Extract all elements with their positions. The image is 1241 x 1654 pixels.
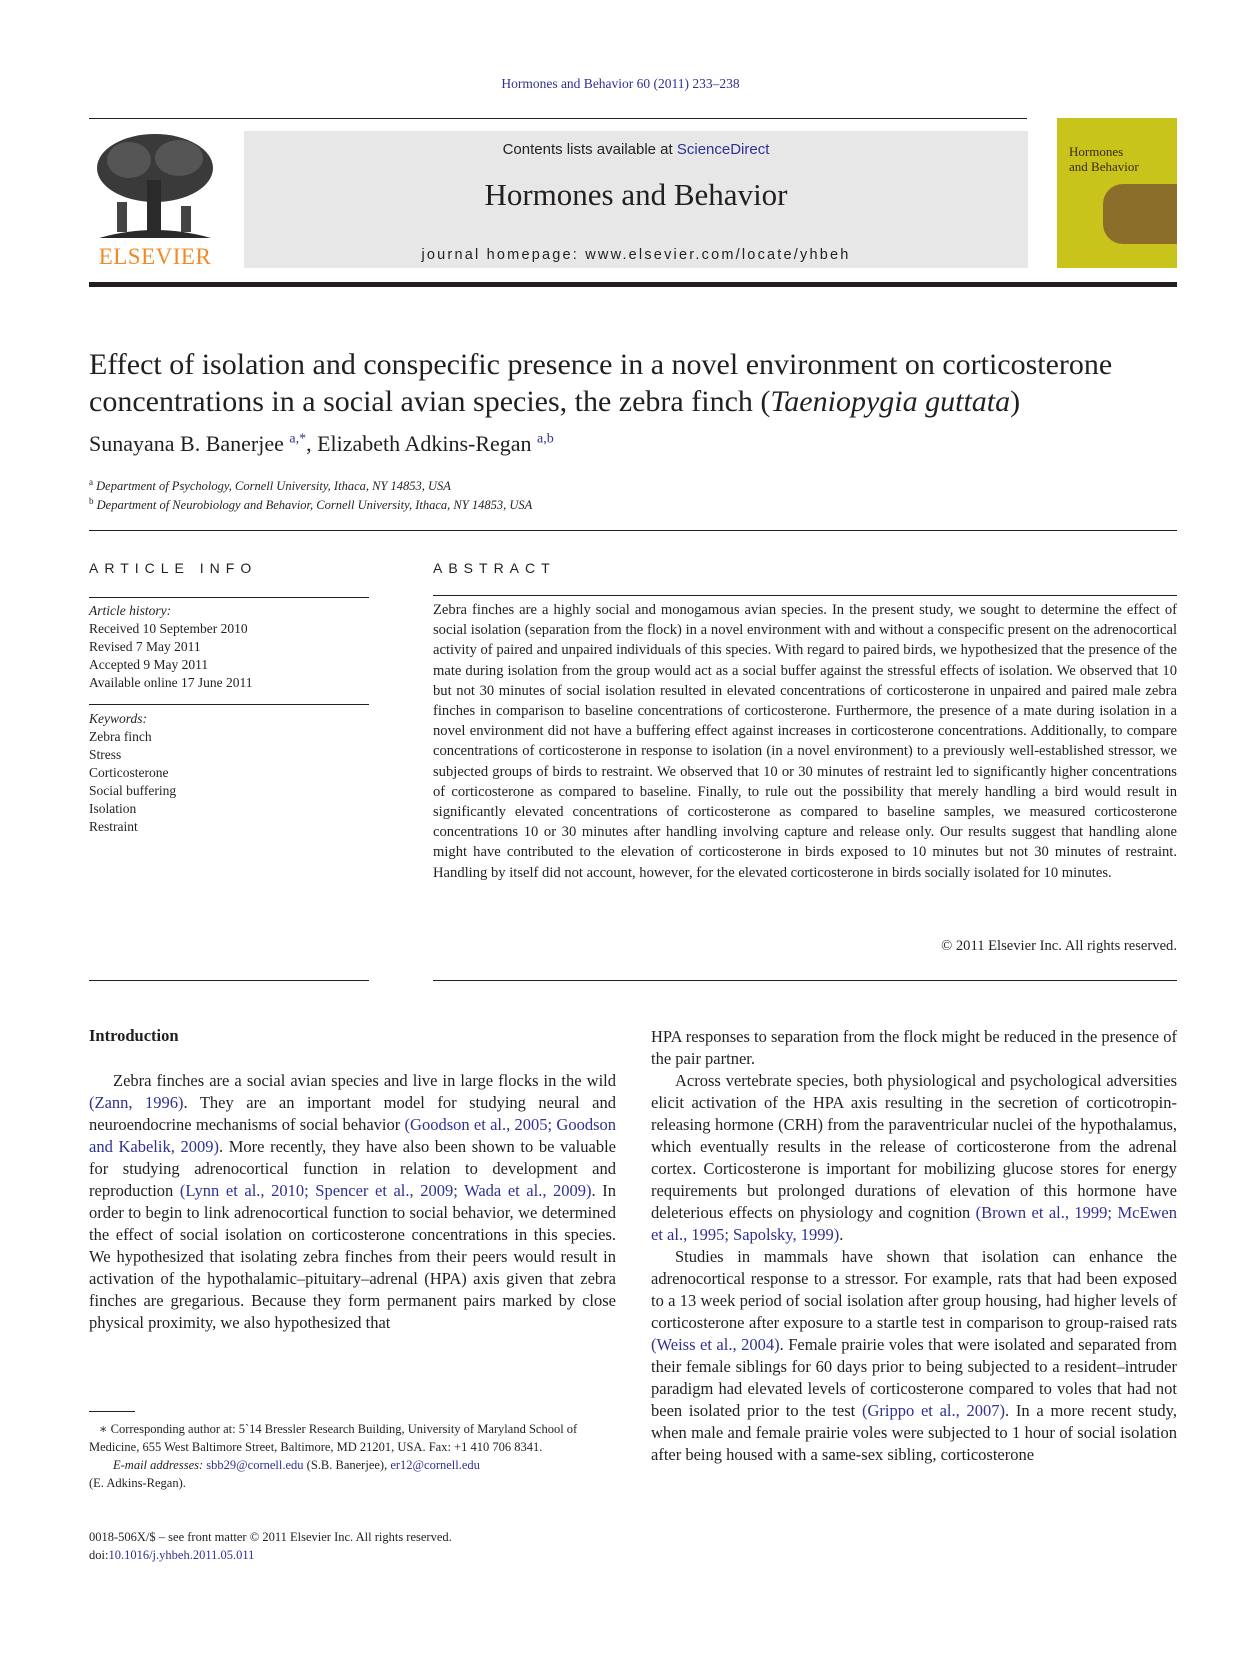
species-name: Taeniopygia guttata bbox=[770, 385, 1011, 418]
article-info-rule bbox=[89, 597, 369, 598]
right-column bbox=[651, 1026, 1177, 1466]
front-matter-note bbox=[89, 1528, 617, 1564]
author-list bbox=[89, 431, 554, 457]
email-label: E-mail addresses: bbox=[113, 1458, 207, 1472]
contents-prefix: Contents lists available at bbox=[502, 141, 677, 158]
author-1: Sunayana B. Banerjee bbox=[89, 431, 290, 456]
doi-line bbox=[89, 1546, 617, 1564]
paragraph-text: . In a more recent study, when male and female prairie voles were subjected to 1 hour of social isolation after being housed with a same-sex sibling, corticosterone bbox=[651, 1401, 1177, 1464]
article-info-heading: ARTICLE INFO bbox=[89, 560, 258, 576]
cover-title-line2: and Behavior bbox=[1069, 159, 1139, 174]
author-separator: , bbox=[306, 431, 318, 456]
article-title bbox=[89, 346, 1179, 420]
tree-icon bbox=[89, 130, 221, 242]
cover-title-line1: Hormones bbox=[1069, 144, 1124, 159]
keyword-item: Social buffering bbox=[89, 783, 177, 798]
paragraph-text: Across vertebrate species, both physiological and psychological adversities elicit activation of the HPA axis resulting in the secretion of corticotropin-releasing hormone (CRH) from the paraventricular nuclei of the hypothalamus, which eventually results in the release of corticosterone from the adrenal cortex. Corticosterone is important for mobilizing glucose stores for energy requirements but prolonged durations of elevation of this hormone have deleterious effects on physiology and cognition bbox=[651, 1071, 1177, 1222]
email-link-2[interactable]: er12@cornell.edu bbox=[390, 1458, 480, 1472]
title-line-1: Effect of isolation and conspecific presence in a novel environment on corticosterone bbox=[89, 348, 1113, 381]
citation-link[interactable]: (Brown et al., 1999; McEwen et al., 1995; Sapolsky, 1999) bbox=[651, 1203, 1178, 1244]
footnote-rule bbox=[89, 1411, 135, 1412]
citation-link[interactable]: (Grippo et al., 2007) bbox=[861, 1401, 1006, 1420]
corresponding-author-note bbox=[89, 1420, 617, 1492]
paragraph-text: . In order to begin to link adrenocortical function to social behavior, we determined the effect of social isolation on corticosterone concentrations in this species. We hypothesized that isolating zebra finches from their peers would result in activation of the hypothalamic–pituitary–adrenal (HPA) axis given that zebra finches are gregarious. Because they form permanent pairs marked by close physical proximity, we also hypothesized that bbox=[89, 1181, 616, 1332]
affiliation-mark: a bbox=[89, 477, 93, 487]
keyword-item: Stress bbox=[89, 747, 122, 762]
abstract-bottom-rule bbox=[433, 980, 1177, 981]
email-owner-1: (S.B. Banerjee), bbox=[303, 1458, 391, 1472]
citation-link[interactable]: (Zann, 1996) bbox=[89, 1093, 184, 1112]
abstract-heading: ABSTRACT bbox=[433, 560, 556, 576]
corresponding-author-text: ∗ Corresponding author at: 5`14 Bressler Research Building, University of Maryland School of Medicine, 655 West Baltimore Street, Baltimore, MD 21201, USA. Fax: +1 410 706 8341. bbox=[89, 1422, 578, 1454]
doi-label: doi: bbox=[89, 1548, 109, 1562]
email-link-1[interactable]: sbb29@cornell.edu bbox=[206, 1458, 304, 1472]
cover-photo bbox=[1103, 184, 1177, 244]
intro-paragraph-2 bbox=[651, 1070, 1177, 1246]
citation-link[interactable]: (Goodson et al., 2005; Goodson and Kabelik, 2009) bbox=[89, 1115, 616, 1156]
abstract-text: Zebra finches are a highly social and monogamous avian species. In the present study, we sought to determine the effect of social isolation (separation from the flock) in a novel environment with and without a conspecific present on the adrenocortical activity of paired and unpaired individuals of this species. With regard to paired birds, we hypothesized that the presence of the mate during isolation from the group would act as a social buffer against the stressful effects of isolation. We observed that 10 but not 30 minutes of social isolation resulted in elevated concentrations of corticosterone in unpaired and paired male zebra finches in comparison to baseline concentrations of corticosterone. Furthermore, the presence of a mate during isolation in a novel environment did not have a buffering effect against increases in corticosterone concentrations. Additionally, to compare concentrations of corticosterone in response to isolation (in a novel environment) to a previously well-established stressor, we subjected groups of birds to restraint. We observed that 10 or 30 minutes of restraint led to significantly higher concentrations of corticosterone as compared to baseline. Finally, to rule out the possibility that merely handling a bird would result in significantly elevated concentrations of corticosterone as compared to baseline samples, we measured corticosterone concentrations 10 or 30 minutes after handling involving capture and release only. Our results suggest that handling alone might have contributed to the elevation of corticosterone in birds exposed to 10 minutes but not 30 minutes of restraint. Handling by itself did not account, however, for the elevated corticosterone in birds socially isolated for 10 minutes. bbox=[433, 602, 1177, 881]
elsevier-logo[interactable] bbox=[89, 130, 221, 270]
left-column bbox=[89, 1070, 616, 1334]
article-info-bottom-rule bbox=[89, 980, 369, 981]
title-line-2 bbox=[89, 383, 1179, 420]
affiliation-rule bbox=[89, 530, 1177, 531]
history-online: Available online 17 June 2011 bbox=[89, 675, 253, 690]
author-2-affiliation-link[interactable]: a,b bbox=[537, 431, 554, 447]
author-1-affiliation-link[interactable]: a,* bbox=[289, 431, 307, 447]
intro-paragraph-continued: HPA responses to separation from the flock might be reduced in the presence of the pair partner. bbox=[651, 1027, 1177, 1068]
affiliation-b bbox=[89, 496, 532, 513]
affiliation-text: Department of Psychology, Cornell University, Ithaca, NY 14853, USA bbox=[96, 479, 451, 494]
journal-reference[interactable]: Hormones and Behavior 60 (2011) 233–238 bbox=[501, 76, 740, 91]
paragraph-text: . bbox=[839, 1225, 844, 1244]
title-line-2-close: ) bbox=[1010, 385, 1021, 418]
article-history bbox=[89, 602, 252, 692]
intro-paragraph-1 bbox=[89, 1070, 616, 1334]
journal-homepage-link[interactable]: journal homepage: www.elsevier.com/locate/yhbeh bbox=[421, 247, 851, 263]
affiliation-mark: b bbox=[89, 496, 94, 506]
history-received: Received 10 September 2010 bbox=[89, 621, 248, 636]
email-line bbox=[89, 1456, 617, 1474]
paragraph-text: Studies in mammals have shown that isolation can enhance the adrenocortical response to a stressor. For example, rats that had been exposed to a 13 week period of social isolation after group housing, had higher levels of corticosterone after exposure to a startle test in comparison to group-raised rats bbox=[651, 1247, 1177, 1332]
paragraph-text: . They are an important model for studying neural and neuroendocrine mechanisms of social behavior bbox=[89, 1093, 616, 1134]
header-top-rule bbox=[89, 118, 1027, 119]
author-2: Elizabeth Adkins-Regan bbox=[317, 431, 538, 456]
title-line-2-text: concentrations in a social avian species, the zebra finch ( bbox=[89, 385, 771, 418]
email-owner-2: (E. Adkins-Regan). bbox=[89, 1476, 186, 1490]
keyword-item: Zebra finch bbox=[89, 729, 152, 744]
journal-banner bbox=[244, 131, 1028, 268]
keywords-rule bbox=[89, 704, 369, 705]
affiliation-text: Department of Neurobiology and Behavior, Cornell University, Ithaca, NY 14853, USA bbox=[96, 498, 533, 513]
affiliation-a bbox=[89, 477, 451, 494]
header-thick-rule bbox=[89, 282, 1177, 287]
cover-title bbox=[1069, 144, 1139, 174]
keywords-label: Keywords: bbox=[89, 711, 147, 726]
abstract-rule bbox=[433, 595, 1177, 596]
history-revised: Revised 7 May 2011 bbox=[89, 639, 201, 654]
citation-link[interactable]: (Weiss et al., 2004) bbox=[651, 1335, 780, 1354]
intro-paragraph-3 bbox=[651, 1246, 1177, 1466]
keyword-item: Isolation bbox=[89, 801, 137, 816]
journal-name: Hormones and Behavior bbox=[484, 177, 788, 212]
journal-cover-image[interactable] bbox=[1057, 118, 1177, 268]
contents-line bbox=[244, 141, 1028, 158]
paragraph-text: . More recently, they have also been shown to be valuable for studying adrenocortical function in relation to development and reproduction bbox=[89, 1137, 616, 1200]
keyword-item: Restraint bbox=[89, 819, 138, 834]
history-label: Article history: bbox=[89, 603, 172, 618]
sciencedirect-link[interactable]: ScienceDirect bbox=[676, 141, 770, 158]
paragraph-text: Zebra finches are a social avian species and live in large flocks in the wild bbox=[113, 1071, 616, 1090]
history-accepted: Accepted 9 May 2011 bbox=[89, 657, 209, 672]
doi-link[interactable]: 10.1016/j.yhbeh.2011.05.011 bbox=[108, 1548, 255, 1562]
keyword-item: Corticosterone bbox=[89, 765, 169, 780]
elsevier-wordmark: ELSEVIER bbox=[98, 244, 212, 269]
issn-line: 0018-506X/$ – see front matter © 2011 Elsevier Inc. All rights reserved. bbox=[89, 1530, 452, 1544]
abstract-copyright: © 2011 Elsevier Inc. All rights reserved. bbox=[941, 938, 1177, 954]
paragraph-text: . Female prairie voles that were isolated and separated from their female siblings for 60 days prior to being subjected to a resident–intruder paradigm had elevated levels of corticosterone compared to voles that had not been isolated prior to the test bbox=[651, 1335, 1177, 1420]
keywords-list bbox=[89, 710, 176, 836]
introduction-heading: Introduction bbox=[89, 1026, 179, 1045]
citation-link[interactable]: (Lynn et al., 2010; Spencer et al., 2009; Wada et al., 2009) bbox=[179, 1181, 592, 1200]
